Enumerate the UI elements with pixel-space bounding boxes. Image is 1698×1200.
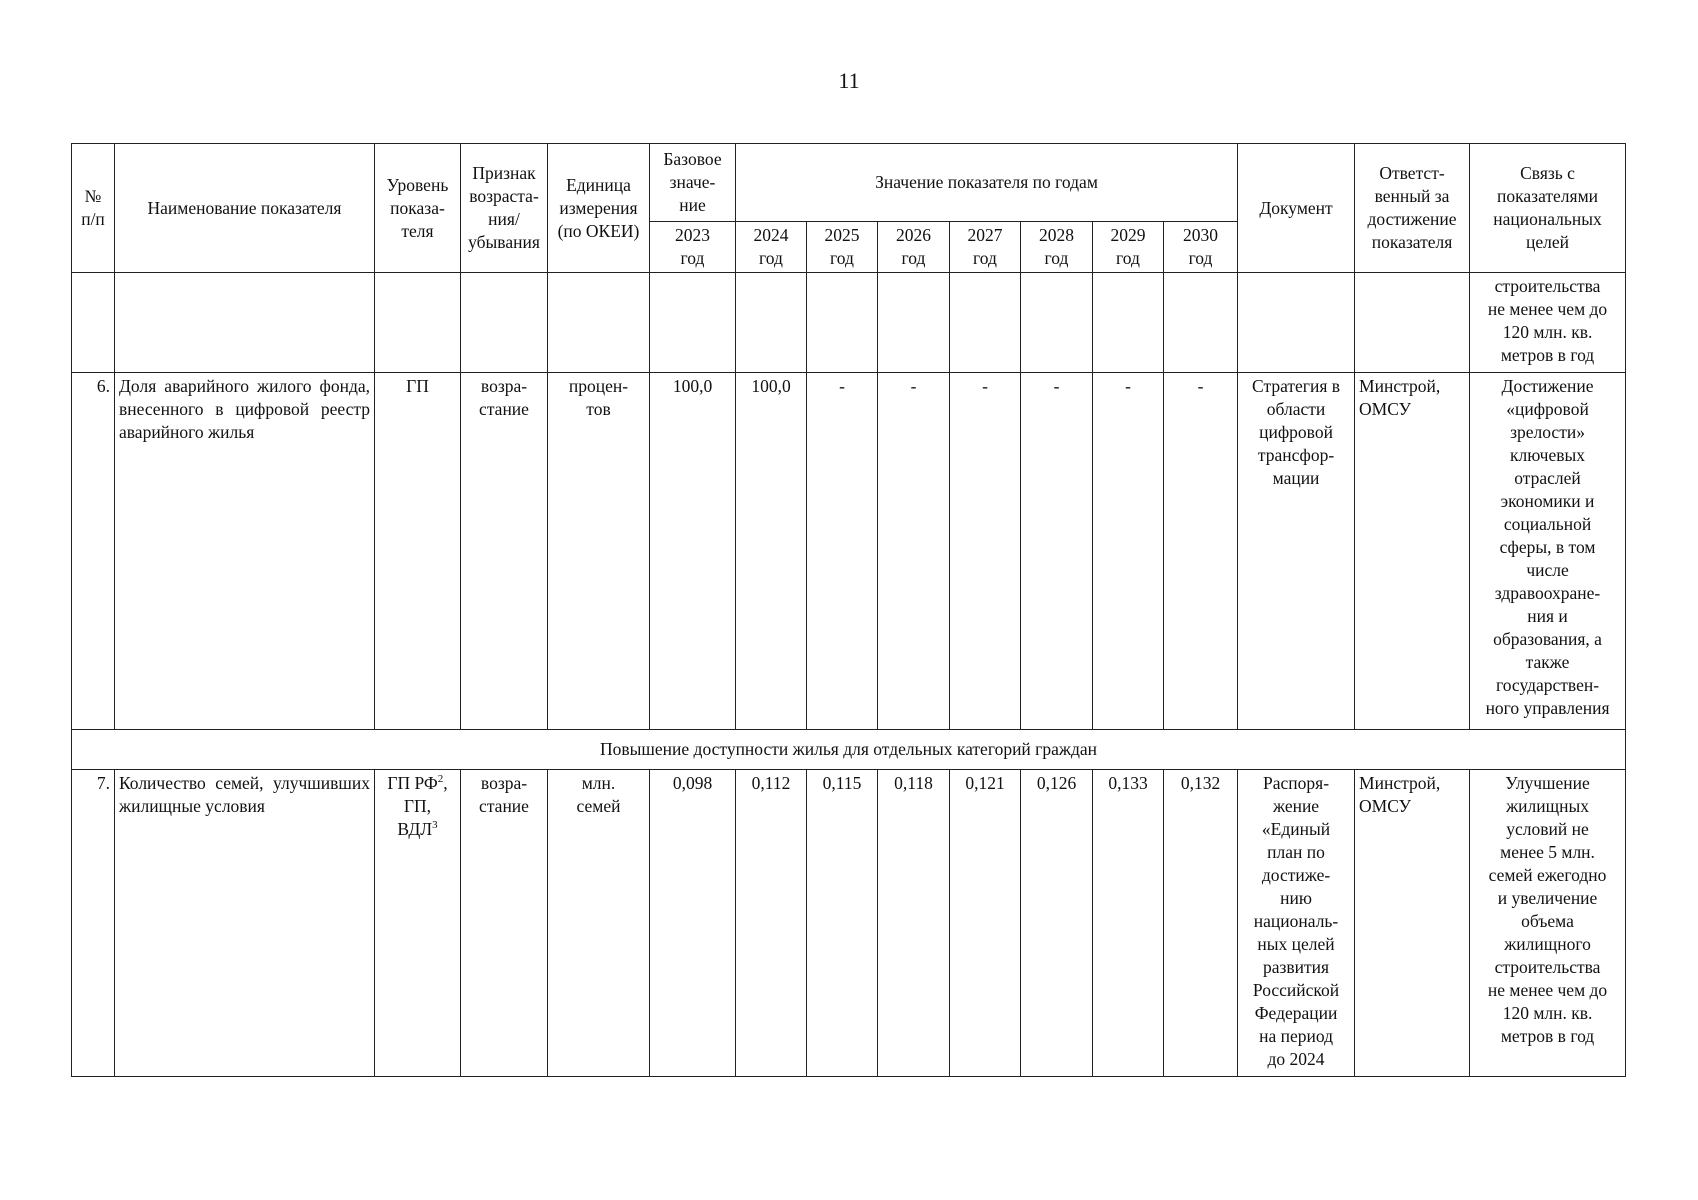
indicators-table bbox=[71, 143, 1626, 1077]
table-row-6 bbox=[72, 373, 1626, 730]
empty-cell bbox=[461, 273, 548, 373]
empty-cell bbox=[736, 273, 807, 373]
header-responsible: Ответст- венный за достижение показателя bbox=[1355, 144, 1470, 273]
empty-cell bbox=[950, 273, 1021, 373]
continuation-link: строительства не менее чем до 120 млн. кв. метров в год bbox=[1470, 273, 1626, 373]
empty-cell bbox=[72, 273, 115, 373]
indicator-document: Стратегия в области цифровой трансфор- мации bbox=[1238, 373, 1355, 730]
year-value: 100,0 bbox=[736, 373, 807, 730]
header-year: 2030 год bbox=[1164, 222, 1238, 273]
empty-cell bbox=[1093, 273, 1164, 373]
header-base: Базовое значе- ние bbox=[650, 144, 736, 222]
indicator-sign: возра- стание bbox=[461, 770, 548, 1077]
empty-cell bbox=[548, 273, 650, 373]
indicator-level: ГП bbox=[375, 373, 461, 730]
header-unit: Единица измерения (по ОКЕИ) bbox=[548, 144, 650, 273]
header-years-title: Значение показателя по годам bbox=[736, 144, 1238, 222]
indicator-link: Достижение «цифровой зрелости» ключевых отраслей экономики и социальной сферы, в том числе здравоохране- ния и образования, а также государствен- ного управления bbox=[1470, 373, 1626, 730]
header-year: 2026 год bbox=[878, 222, 950, 273]
year-value: - bbox=[1164, 373, 1238, 730]
header-num: № п/п bbox=[72, 144, 115, 273]
year-value: 0,115 bbox=[807, 770, 878, 1077]
base-value: 100,0 bbox=[650, 373, 736, 730]
header-year: 2028 год bbox=[1021, 222, 1093, 273]
year-value: 0,132 bbox=[1164, 770, 1238, 1077]
header-document: Документ bbox=[1238, 144, 1355, 273]
year-value: - bbox=[950, 373, 1021, 730]
table-row-7 bbox=[72, 770, 1626, 1077]
indicator-sign: возра- стание bbox=[461, 373, 548, 730]
year-value: 0,121 bbox=[950, 770, 1021, 1077]
row-num: 7. bbox=[72, 770, 115, 1077]
page-number: 11 bbox=[838, 68, 860, 93]
empty-cell bbox=[115, 273, 375, 373]
indicator-name: Доля аварийного жилого фонда, внесенного в цифровой реестр аварийного жилья bbox=[115, 373, 375, 730]
header-base-year: 2023 год bbox=[650, 222, 736, 273]
indicator-level bbox=[375, 770, 461, 1077]
empty-cell bbox=[807, 273, 878, 373]
indicator-unit: млн. семей bbox=[548, 770, 650, 1077]
header-year: 2024 год bbox=[736, 222, 807, 273]
empty-cell bbox=[1021, 273, 1093, 373]
header-name: Наименование показателя bbox=[115, 144, 375, 273]
footnote-mark: 2 bbox=[437, 773, 444, 786]
year-value: - bbox=[1021, 373, 1093, 730]
indicator-unit: процен- тов bbox=[548, 373, 650, 730]
year-value: 0,133 bbox=[1093, 770, 1164, 1077]
indicator-responsible: Минстрой, ОМСУ bbox=[1355, 373, 1470, 730]
empty-cell bbox=[1164, 273, 1238, 373]
empty-cell bbox=[1238, 273, 1355, 373]
indicator-document: Распоря- жение «Единый план по достиже- нию националь- ных целей развития Российской Федерации на период до 2024 bbox=[1238, 770, 1355, 1077]
row-num: 6. bbox=[72, 373, 115, 730]
base-value: 0,098 bbox=[650, 770, 736, 1077]
table-row-continuation bbox=[72, 273, 1626, 373]
header-year: 2025 год bbox=[807, 222, 878, 273]
empty-cell bbox=[1355, 273, 1470, 373]
section-title: Повышение доступности жилья для отдельных категорий граждан bbox=[72, 730, 1626, 770]
level-vdl: ВДЛ bbox=[397, 819, 433, 839]
level-gp: ГП, bbox=[403, 796, 432, 816]
year-value: 0,118 bbox=[878, 770, 950, 1077]
header-year: 2027 год bbox=[950, 222, 1021, 273]
level-separator: , bbox=[443, 773, 448, 793]
level-gp-rf: ГП РФ bbox=[387, 773, 438, 793]
header-level: Уровень показа- теля bbox=[375, 144, 461, 273]
header-link: Связь с показателями национальных целей bbox=[1470, 144, 1626, 273]
year-value: 0,112 bbox=[736, 770, 807, 1077]
year-value: - bbox=[1093, 373, 1164, 730]
footnote-mark: 3 bbox=[432, 819, 438, 832]
header-sign: Признак возраста- ния/ убывания bbox=[461, 144, 548, 273]
empty-cell bbox=[650, 273, 736, 373]
indicator-name: Количество семей, улучшивших жилищные условия bbox=[115, 770, 375, 1077]
empty-cell bbox=[878, 273, 950, 373]
header-year: 2029 год bbox=[1093, 222, 1164, 273]
year-value: - bbox=[807, 373, 878, 730]
indicator-link: Улучшение жилищных условий не менее 5 млн. семей ежегодно и увеличение объема жилищного строительства не менее чем до 120 млн. кв. метров в год bbox=[1470, 770, 1626, 1077]
header-row-1 bbox=[72, 144, 1626, 222]
section-row bbox=[72, 730, 1626, 770]
year-value: - bbox=[878, 373, 950, 730]
year-value: 0,126 bbox=[1021, 770, 1093, 1077]
empty-cell bbox=[375, 273, 461, 373]
indicator-responsible: Минстрой, ОМСУ bbox=[1355, 770, 1470, 1077]
